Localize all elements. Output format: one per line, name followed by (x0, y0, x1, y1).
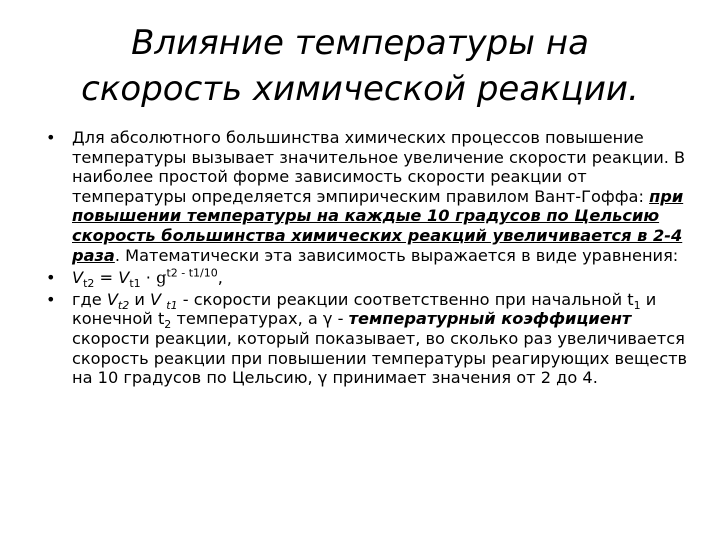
temperature-coefficient-term: температурный коэффициент (348, 309, 632, 329)
eq-equals: = (94, 268, 119, 288)
eq-dot: · (140, 268, 157, 288)
bullet-icon: • (46, 289, 56, 309)
def-sub1: t2 (117, 298, 130, 312)
slide-title (40, 20, 680, 112)
bullet-icon: • (46, 268, 56, 288)
title-line-2: скорость химической реакции. (81, 69, 639, 109)
bullet-icon: • (46, 128, 56, 147)
eq-v-final: V (72, 268, 84, 288)
def-and: и (129, 289, 151, 309)
def-sub3: 1 (633, 298, 641, 312)
bullet-item-van-t-hoff (40, 128, 700, 265)
def-text4: скорости реакции, который показывает, во сколько раз увеличивается скорость реакции при повышении температуры реагирующих веществ на 10 градусов по Цельсию, γ принимает значения от 2 до 4. (72, 328, 688, 388)
bullet-list (40, 128, 700, 388)
bullet-item-definitions (40, 290, 700, 388)
equation (72, 266, 223, 291)
eq-v-initial: V (118, 268, 130, 288)
bullet-item-equation (40, 266, 700, 291)
title-line-1: Влияние температуры на (131, 23, 589, 63)
eq-exponent: t2 - t1/10 (166, 266, 218, 280)
paragraph-text-2: . Математически эта зависимость выражается в виде уравнения: (114, 245, 679, 265)
def-text3: температурах, а γ - (171, 309, 349, 329)
paragraph-text-1: Для абсолютного большинства химических процессов повышение температуры вызывает значительное увеличение скорости реакции. В наиболее простой форме зависимость скорости реакции от температуры определяется эмпирическим правилом Вант-Гоффа: (72, 128, 686, 206)
def-text2: и конечной t (72, 289, 657, 329)
def-text1: - скорости реакции соответственно при начальной t (177, 289, 634, 309)
def-sub4: 2 (164, 318, 172, 332)
eq-sub-t1: t1 (129, 277, 141, 291)
eq-gamma: g (156, 268, 167, 288)
def-intro: где (72, 289, 107, 309)
def-v2: V (150, 289, 167, 309)
def-sub2: t1 (166, 298, 178, 312)
def-v1: V (106, 289, 118, 309)
van-t-hoff-rule: при повышении температуры на каждые 10 градусов по Цельсию скорость большинства химических реакций увеличивается в 2-4 раза (72, 186, 684, 265)
eq-comma: , (217, 268, 223, 288)
eq-sub-t2: t2 (83, 277, 95, 291)
